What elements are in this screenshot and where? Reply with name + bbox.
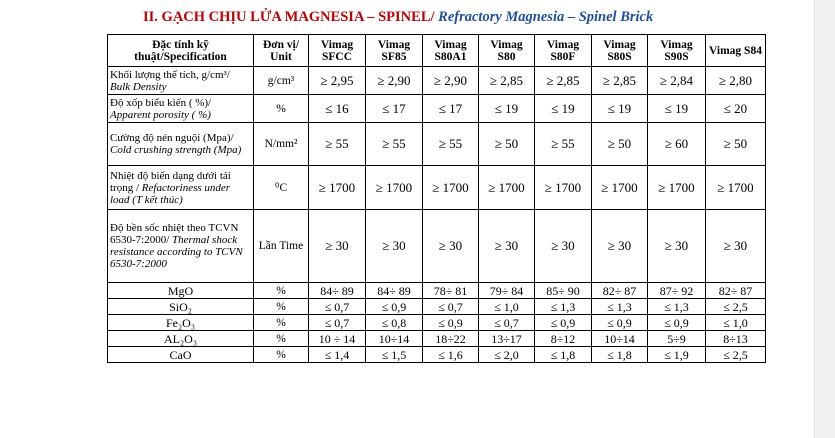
property-vn: Khối lượng thể tích, g/cm³/ xyxy=(110,68,230,81)
value-cell: ≥ 30 xyxy=(535,210,592,283)
value-cell: ≤ 20 xyxy=(706,95,766,123)
value-cell: ≤ 19 xyxy=(592,95,648,123)
property-vn: Cường độ nén nguội (Mpa)/ xyxy=(110,132,234,144)
value-cell: ≥ 1700 xyxy=(309,166,366,210)
composition-row xyxy=(108,283,766,299)
property-en: Apparent porosity ( %) xyxy=(110,108,211,121)
value-cell: ≤ 1,6 xyxy=(423,347,479,363)
value-cell: 10÷14 xyxy=(592,331,648,347)
value-cell: 8÷13 xyxy=(706,331,766,347)
property-en: Cold crushing strength (Mpa) xyxy=(110,144,242,156)
header-row xyxy=(108,35,766,67)
value-cell: ≤ 0,9 xyxy=(366,299,423,315)
value-cell: ≥ 2,90 xyxy=(423,67,479,95)
value-cell: ≤ 1,3 xyxy=(648,299,706,315)
value-cell: ≤ 1,3 xyxy=(592,299,648,315)
composition-name: AL₂O₃ xyxy=(108,331,254,347)
property-vn: Nhiệt độ biến dạng dưới tải trọng / xyxy=(110,169,231,194)
value-cell: ≥ 2,85 xyxy=(535,67,592,95)
value-cell: ≥ 2,85 xyxy=(592,67,648,95)
section-title xyxy=(143,9,653,26)
property-cell xyxy=(108,67,254,95)
value-cell: 85÷ 90 xyxy=(535,283,592,299)
value-cell: ≤ 1,8 xyxy=(592,347,648,363)
value-cell: ≤ 0,8 xyxy=(366,315,423,331)
value-cell: 13÷17 xyxy=(479,331,535,347)
value-cell: ≥ 2,84 xyxy=(648,67,706,95)
property-vn: Độ xốp biểu kiến ( %)/ xyxy=(110,96,212,109)
value-cell: ≤ 19 xyxy=(648,95,706,123)
value-cell: ≥ 30 xyxy=(309,210,366,283)
property-en: Refactoriness under load (T kết thúc) xyxy=(110,181,231,206)
value-cell: ≥ 30 xyxy=(479,210,535,283)
value-cell: 18÷22 xyxy=(423,331,479,347)
value-cell: 5÷9 xyxy=(648,331,706,347)
unit-cell: % xyxy=(254,283,309,299)
value-cell: 87÷ 92 xyxy=(648,283,706,299)
header-unit: Đơn vị/ Unit xyxy=(254,35,309,67)
value-cell: 10÷14 xyxy=(366,331,423,347)
value-cell: 82÷ 87 xyxy=(592,283,648,299)
value-cell: ≤ 1,5 xyxy=(366,347,423,363)
unit-cell: % xyxy=(254,315,309,331)
value-cell: ≥ 30 xyxy=(366,210,423,283)
value-cell: ≥ 55 xyxy=(309,123,366,166)
value-cell: ≥ 50 xyxy=(592,123,648,166)
table-row xyxy=(108,166,766,210)
value-cell: ≤ 0,7 xyxy=(309,299,366,315)
value-cell: ≤ 0,7 xyxy=(423,299,479,315)
property-vn: Độ bền sốc nhiệt theo TCVN 6530-7:2000/ xyxy=(110,222,239,246)
header-product: Vimag SF85 xyxy=(366,35,423,67)
value-cell: 79÷ 84 xyxy=(479,283,535,299)
table-row xyxy=(108,123,766,166)
value-cell: 10 ÷ 14 xyxy=(309,331,366,347)
value-cell: ≥ 1700 xyxy=(648,166,706,210)
value-cell: ≤ 0,9 xyxy=(423,315,479,331)
header-product: Vimag S80F xyxy=(535,35,592,67)
header-product: Vimag S80 xyxy=(479,35,535,67)
header-property: Đặc tính kỹ thuật/Specification xyxy=(108,35,254,67)
value-cell: ≥ 30 xyxy=(423,210,479,283)
unit-cell: ⁰C xyxy=(254,166,309,210)
value-cell: ≥ 1700 xyxy=(706,166,766,210)
composition-name: MgO xyxy=(108,283,254,299)
specification-table xyxy=(107,34,766,363)
composition-name: Fe₂O₃ xyxy=(108,315,254,331)
value-cell: ≥ 2,95 xyxy=(309,67,366,95)
value-cell: ≥ 2,90 xyxy=(366,67,423,95)
property-cell xyxy=(108,123,254,166)
value-cell: ≤ 0,9 xyxy=(535,315,592,331)
composition-name: CaO xyxy=(108,347,254,363)
value-cell: ≥ 2,80 xyxy=(706,67,766,95)
value-cell: ≤ 0,7 xyxy=(309,315,366,331)
unit-cell: % xyxy=(254,299,309,315)
value-cell: ≤ 0,7 xyxy=(479,315,535,331)
composition-row xyxy=(108,331,766,347)
value-cell: ≥ 30 xyxy=(706,210,766,283)
value-cell: ≤ 17 xyxy=(366,95,423,123)
title-english: Refractory Magnesia – Spinel Brick xyxy=(434,9,654,25)
composition-row xyxy=(108,315,766,331)
value-cell: ≤ 19 xyxy=(479,95,535,123)
value-cell: ≤ 1,3 xyxy=(535,299,592,315)
unit-cell: N/mm² xyxy=(254,123,309,166)
value-cell: ≥ 60 xyxy=(648,123,706,166)
value-cell: ≤ 0,9 xyxy=(592,315,648,331)
value-cell: ≤ 1,9 xyxy=(648,347,706,363)
value-cell: ≥ 30 xyxy=(648,210,706,283)
composition-name: SiO₂ xyxy=(108,299,254,315)
property-en: Bulk Density xyxy=(110,80,167,93)
value-cell: ≥ 1700 xyxy=(535,166,592,210)
value-cell: 84÷ 89 xyxy=(366,283,423,299)
composition-row xyxy=(108,347,766,363)
header-product: Vimag SFCC xyxy=(309,35,366,67)
value-cell: ≤ 1,8 xyxy=(535,347,592,363)
value-cell: ≤ 1,4 xyxy=(309,347,366,363)
value-cell: ≥ 1700 xyxy=(366,166,423,210)
header-product: Vimag S80A1 xyxy=(423,35,479,67)
table-row xyxy=(108,210,766,283)
value-cell: ≥ 55 xyxy=(535,123,592,166)
header-product: Vimag S80S xyxy=(592,35,648,67)
value-cell: 84÷ 89 xyxy=(309,283,366,299)
property-cell xyxy=(108,95,254,123)
value-cell: ≤ 2,5 xyxy=(706,347,766,363)
value-cell: ≥ 1700 xyxy=(423,166,479,210)
value-cell: ≤ 1,0 xyxy=(706,315,766,331)
value-cell: ≥ 50 xyxy=(706,123,766,166)
value-cell: ≤ 16 xyxy=(309,95,366,123)
vertical-scrollbar[interactable] xyxy=(814,0,835,438)
title-vietnamese: II. GẠCH CHỊU LỬA MAGNESIA – SPINEL/ xyxy=(143,9,435,25)
value-cell: ≥ 30 xyxy=(592,210,648,283)
property-cell xyxy=(108,210,254,283)
table-row xyxy=(108,95,766,123)
value-cell: ≤ 19 xyxy=(535,95,592,123)
value-cell: ≤ 2,0 xyxy=(479,347,535,363)
unit-cell: % xyxy=(254,347,309,363)
unit-cell: % xyxy=(254,331,309,347)
value-cell: ≥ 55 xyxy=(366,123,423,166)
property-cell xyxy=(108,166,254,210)
unit-cell: g/cm³ xyxy=(254,67,309,95)
value-cell: ≥ 2,85 xyxy=(479,67,535,95)
header-product: Vimag S90S xyxy=(648,35,706,67)
value-cell: ≥ 1700 xyxy=(592,166,648,210)
header-product: Vimag S84 xyxy=(706,35,766,67)
value-cell: ≤ 1,0 xyxy=(479,299,535,315)
value-cell: 8÷12 xyxy=(535,331,592,347)
unit-cell: Lần Time xyxy=(254,210,309,283)
value-cell: ≥ 1700 xyxy=(479,166,535,210)
composition-row xyxy=(108,299,766,315)
value-cell: 78÷ 81 xyxy=(423,283,479,299)
table-row xyxy=(108,67,766,95)
value-cell: ≥ 50 xyxy=(479,123,535,166)
value-cell: ≥ 55 xyxy=(423,123,479,166)
value-cell: ≤ 0,9 xyxy=(648,315,706,331)
value-cell: ≤ 17 xyxy=(423,95,479,123)
value-cell: ≤ 2,5 xyxy=(706,299,766,315)
property-en: Thermal shock resistance according to TCVN 6530-7:2000 xyxy=(110,234,243,270)
unit-cell: % xyxy=(254,95,309,123)
value-cell: 82÷ 87 xyxy=(706,283,766,299)
